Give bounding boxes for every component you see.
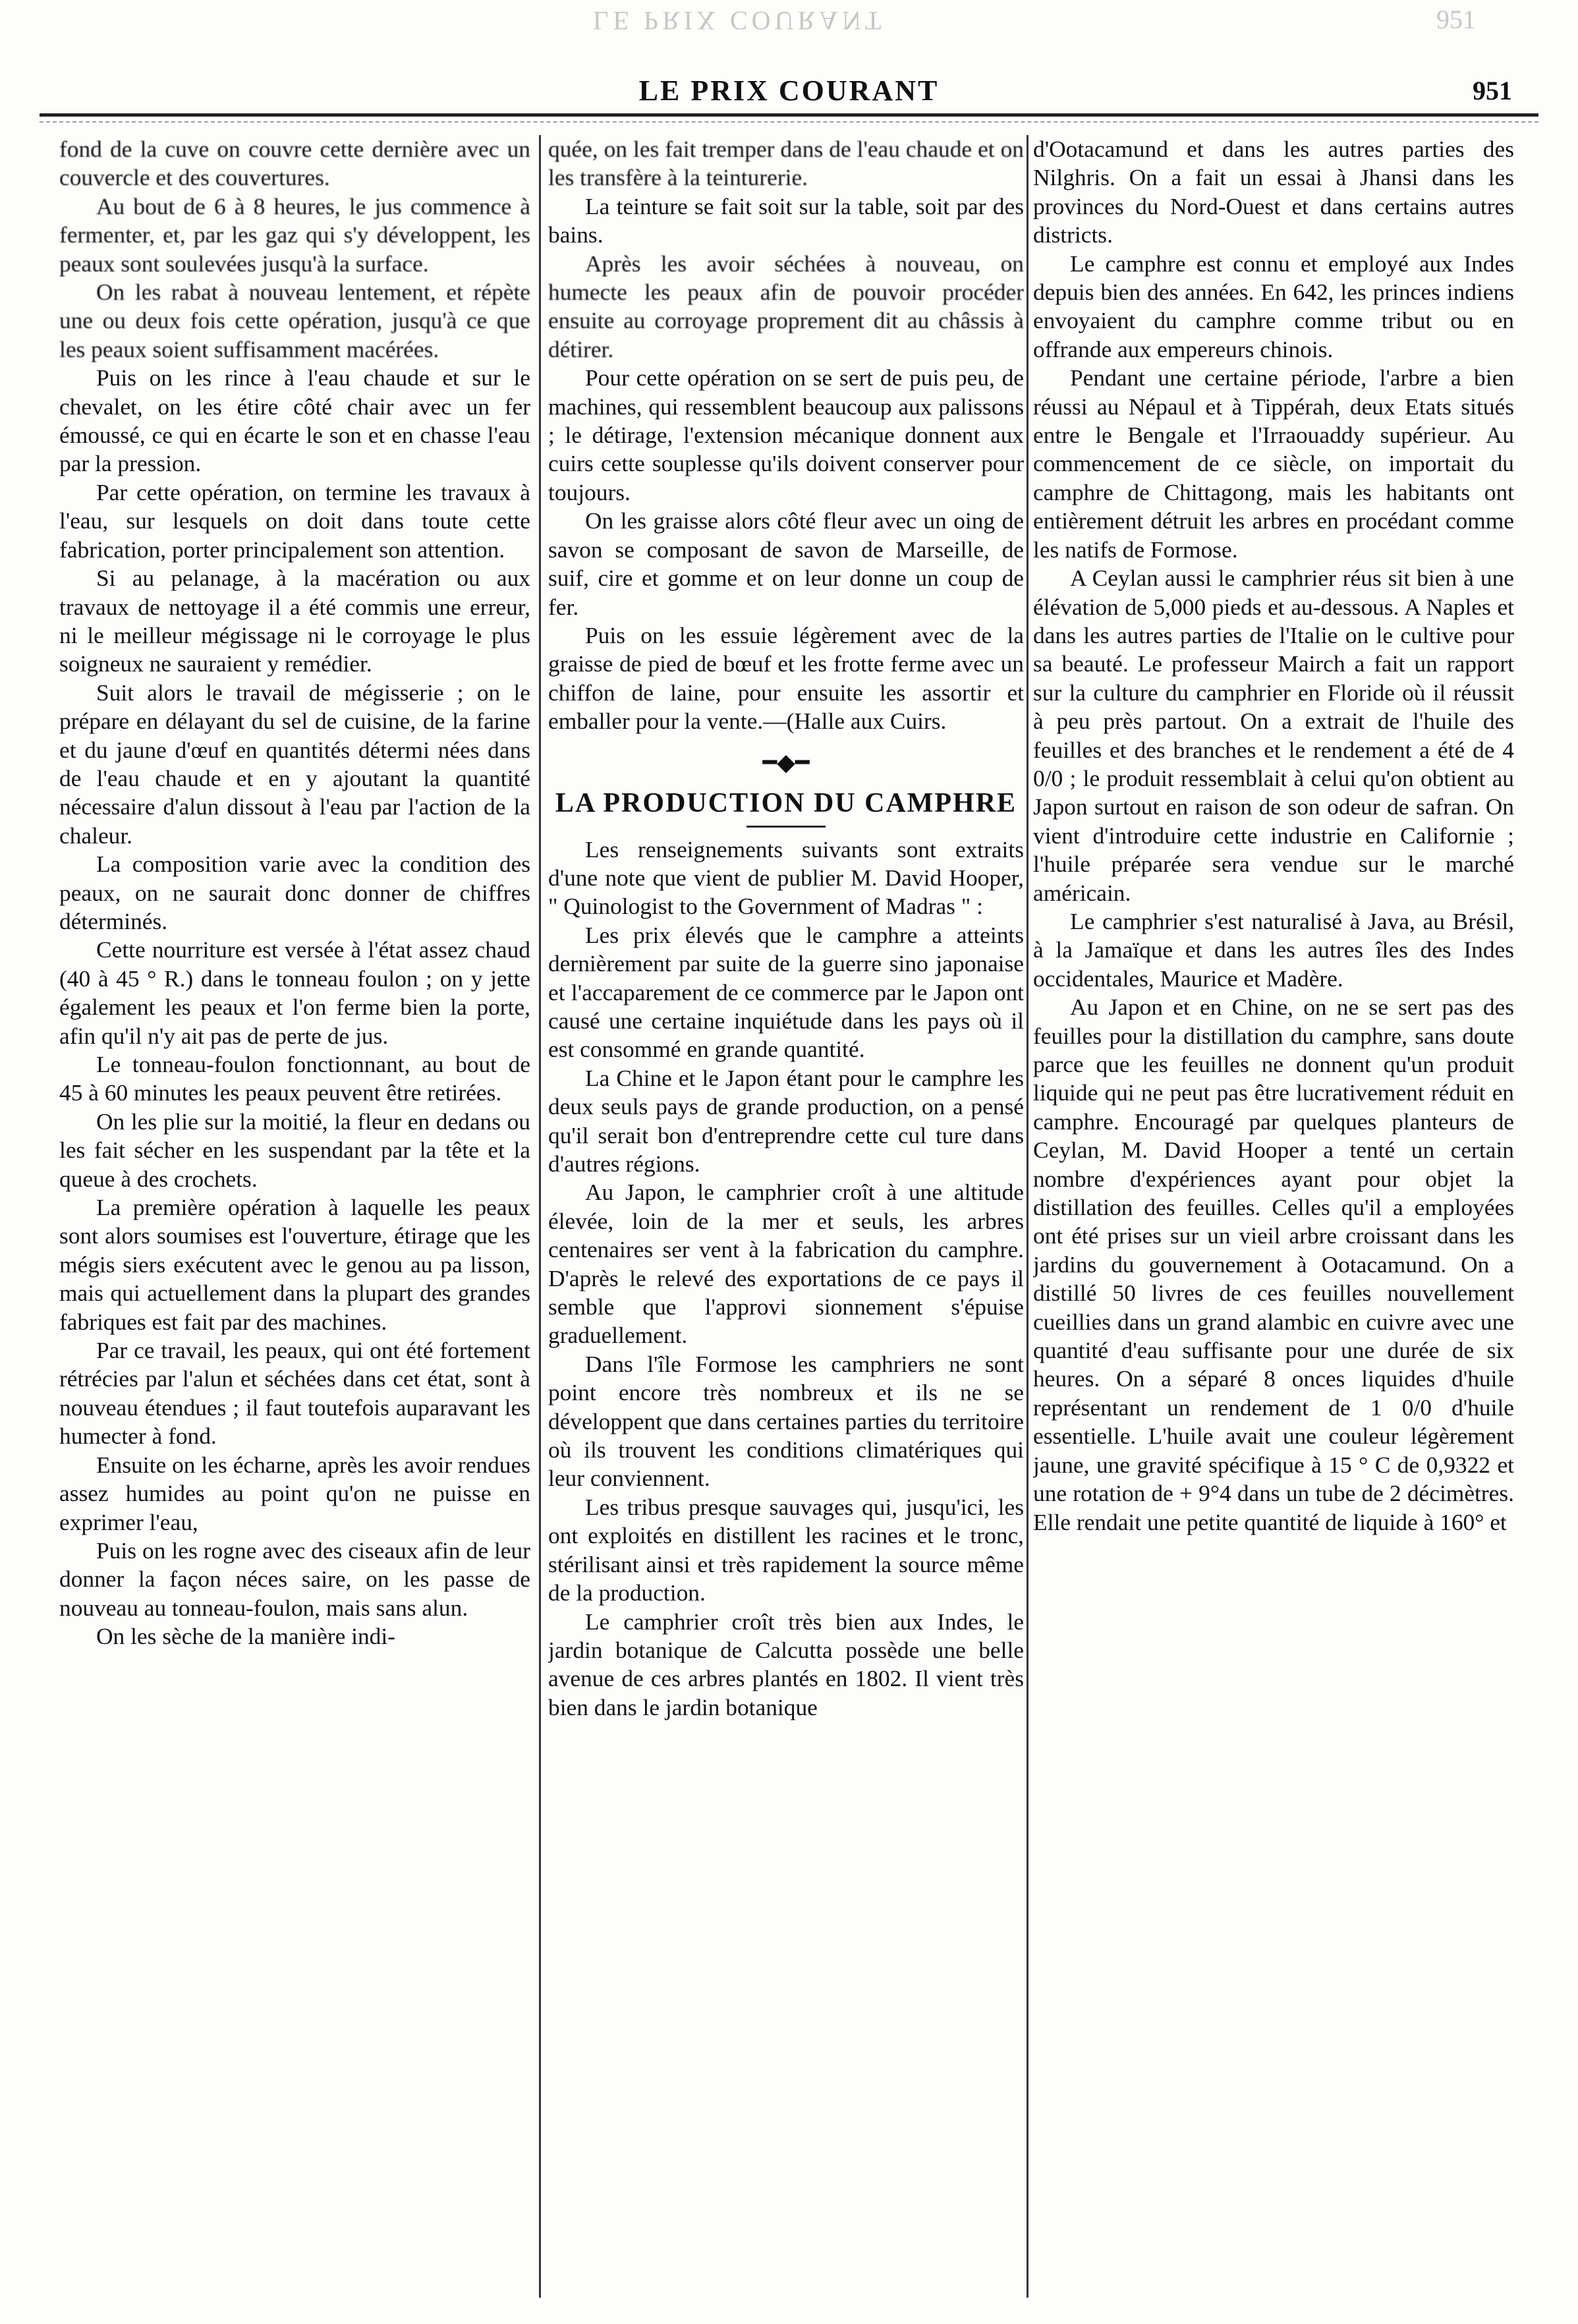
paragraph: d'Ootacamund et dans les autres parties des Nilghris. On a fait un essai à Jhansi dans les provinces du Nord-Ouest et dans certains autres districts.	[1033, 136, 1514, 248]
paragraph: On les plie sur la moitié, la fleur en dedans ou les fait sécher en les suspendant par la tête et la queue à des crochets.	[59, 1108, 530, 1192]
title-rule	[747, 826, 826, 828]
paragraph: Le camphre est connu et employé aux Indes depuis bien des années. En 642, les princes indiens envoyaient du camphre comme tribut ou en offrande aux empereurs chinois.	[1033, 250, 1514, 362]
paragraph: La teinture se fait soit sur la table, soit par des bains.	[548, 192, 1024, 248]
paragraph: Pendant une certaine période, l'arbre a bien réussi au Népaul et à Tippérah, deux Etats situés entre le Bengale et l'Irraouaddy supérieur. Au commencement de ce siècle, on importait du camphre de Chittagong, mais les habitants ont entièrement détruit les arbres en procédant comme les natifs de Formose.	[1033, 364, 1514, 563]
paragraph: Les tribus presque sauvages qui, jusqu'ici, les ont exploités en distillent les racines et le tronc, stérilisant ainsi et très rapidement la source même de la production.	[548, 1493, 1024, 1606]
paragraph: Ensuite on les écharne, après les avoir rendues assez humides au point qu'on ne puisse en exprimer l'eau,	[59, 1451, 530, 1535]
paragraph: Les prix élevés que le camphre a atteints dernièrement par suite de la guerre sino japonaise et l'accaparement de ce commerce par le Japon ont causé une certaine inquiétude dans les pays où il est consommé en grande quantité.	[548, 921, 1024, 1063]
paragraph: Pour cette opération on se sert de puis peu, de machines, qui ressemblent beaucoup aux palissons ; le détirage, l'extension mécanique donnent aux cuirs cette souplesse qu'ils doivent conserver pour toujours.	[548, 364, 1024, 505]
paragraph: A Ceylan aussi le camphrier réus sit bien à une élévation de 5,000 pieds et au-dessous. A Naples et dans les autres parties de l'Italie on le cultive pour sa beauté. Le professeur Mairch a fait un rapport sur la culture du camphrier en Floride où il réussit à peu près partout. On a extrait de l'huile des feuilles et des branches et le rendement a été de 4 0/0 ; le produit ressemblait à celui qu'on obtient au Japon surtout en raison de son odeur de safran. On vient d'introduire cette industrie en Californie ; l'huile préparée sera vendue sur le marché américain.	[1033, 565, 1514, 906]
column-divider-1	[539, 135, 541, 2298]
column-divider-2	[1027, 135, 1029, 2298]
journal-title: LE PRIX COURANT	[638, 74, 940, 107]
paragraph: Puis on les rogne avec des ciseaux afin de leur donner la façon néces saire, on les passe de nouveau au tonneau-foulon, mais sans alun.	[59, 1537, 530, 1621]
column-middle	[548, 135, 1024, 2298]
paragraph: quée, on les fait tremper dans de l'eau chaude et on les transfère à la teinturerie.	[548, 136, 1024, 191]
section-separator: ━◆━	[762, 749, 810, 776]
column-left	[59, 135, 530, 2298]
paragraph: Le tonneau-foulon fonctionnant, au bout de 45 à 60 minutes les peaux peuvent être retirées.	[59, 1051, 530, 1106]
column-right	[1033, 135, 1514, 2298]
paragraph: Au Japon et en Chine, on ne se sert pas des feuilles pour la distillation du camphre, sans doute parce que les feuilles ne donnent qu'un produit liquide qui ne peut pas être lucrativement réduit en camphre. Encouragé par quelques planteurs de Ceylan, M. David Hooper a tenté un certain nombre d'expériences ayant pour objet la distillation des feuilles. Celles qu'il a employées ont été prises sur un vieil arbre croissant dans les jardins du gouvernement à Ootacamund. On a distillé 50 livres de ces feuilles nouvellement cueillies dans un grand alambic en cuivre avec une quantité d'eau suffisante pour une durée de six heures. On a séparé 8 onces liquides d'huile représentant un rendement de 1 0/0 d'huile essentielle. L'huile avait une couleur légèrement jaune, une gravité spécifique à 15 ° C de 0,9322 et une rotation de + 9°4 dans un tube de 2 décimètres. Elle rendait une petite quantité de liquide à 160° et	[1033, 994, 1514, 1535]
paragraph: Par cette opération, on termine les travaux à l'eau, sur lesquels on doit dans toute cette fabrication, porter principalement son attention.	[59, 478, 530, 563]
paragraph: Dans l'île Formose les camphriers ne sont point encore très nombreux et ils ne se développent que dans certaines parties du territoire où ils trouvent les conditions climatériques qui leur conviennent.	[548, 1350, 1024, 1492]
header-rule	[40, 113, 1538, 117]
page-number: 951	[1473, 76, 1512, 105]
paragraph: On les sèche de la manière indi-	[96, 1623, 395, 1650]
paragraph: fond de la cuve on couvre cette dernière avec un couvercle et des couvertures.	[59, 136, 530, 191]
paragraph: Puis on les rince à l'eau chaude et sur le chevalet, on les étire côté chair avec un fer émoussé, ce qui en écarte le son et en chasse l'eau par la pression.	[59, 364, 530, 477]
header-rule-faint	[40, 121, 1538, 123]
paragraph: La première opération à laquelle les peaux sont alors soumises est l'ouverture, étirage que les mégis siers exécutent avec le genou au pa lisson, mais qui actuellement dans la plupart des grandes fabriques est fait par des machines.	[59, 1194, 530, 1335]
paragraph: Au bout de 6 à 8 heures, le jus commence à fermenter, et, par les gaz qui s'y développent, les peaux sont soulevées jusqu'à la surface.	[59, 192, 530, 277]
paragraph: Au Japon, le camphrier croît à une altitude élevée, loin de la mer et seuls, les arbres centenaires ser vent à la fabrication du camphre. D'après le relevé des exportations de ce pays il semble que l'approvi sionnement s'épuise graduellement.	[548, 1179, 1024, 1349]
paragraph: Puis on les essuie légèrement avec de la graisse de pied de bœuf et les frotte ferme avec un chiffon de laine, pour ensuite les assortir et emballer pour la vente.—(Halle aux Cuirs.	[548, 621, 1024, 735]
paragraph: Suit alors le travail de mégisserie ; on le prépare en délayant du sel de cuisine, de la farine et du jaune d'œuf en quantités détermi nées dans de l'eau chaude et en y ajoutant la quantité nécessaire d'alun dissout à l'eau par l'action de la chaleur.	[59, 679, 530, 849]
paragraph: On les graisse alors côté fleur avec un oing de savon se composant de savon de Marseille, de suif, cire et gomme et on leur donne un coup de fer.	[548, 507, 1024, 620]
paragraph: Si au pelanage, à la macération ou aux travaux de nettoyage il a été commis une erreur, ni le meilleur mégissage ni le corroyage le plus soigneux ne sauraient y remédier.	[59, 565, 530, 677]
bleed-through-title: LE PRIX COURANT	[593, 6, 886, 36]
paragraph: La Chine et le Japon étant pour le camphre les deux seuls pays de grande production, on a pensé qu'il serait bon d'entreprendre cette cul ture dans d'autres régions.	[548, 1064, 1024, 1177]
paragraph: Le camphrier croît très bien aux Indes, le jardin botanique de Calcutta possède une belle avenue de ces arbres plantés en 1802. Il vient très bien dans le jardin botanique	[548, 1608, 1024, 1720]
paragraph: La composition varie avec la condition des peaux, on ne saurait donc donner de chiffres déterminés.	[59, 851, 530, 934]
paragraph: Les renseignements suivants sont extraits d'une note que vient de publier M. David Hooper, " Quinologist to the Government of Madras " :	[548, 836, 1024, 920]
bleed-through-number: 951	[1436, 5, 1476, 34]
paragraph: Le camphrier s'est naturalisé à Java, au Brésil, à la Jamaïque et dans les autres îles des Indes occidentales, Maurice et Madère.	[1033, 907, 1514, 992]
paragraph: Cette nourriture est versée à l'état assez chaud (40 à 45 ° R.) dans le tonneau foulon ; on y jette également les peaux et l'on ferme bien la porte, afin qu'il n'y ait pas de perte de jus.	[59, 936, 530, 1049]
section-title: LA PRODUCTION DU CAMPHRE	[555, 787, 1017, 818]
paragraph: Après les avoir séchées à nouveau, on humecte les peaux afin de pouvoir procéder ensuite au corroyage proprement dit au châssis à détirer.	[548, 250, 1024, 362]
paragraph: On les rabat à nouveau lentement, et répète une ou deux fois cette opération, jusqu'à ce que les peaux soient suffisamment macérées.	[59, 279, 530, 362]
paragraph: Par ce travail, les peaux, qui ont été fortement rétrécies par l'alun et séchées dans cet état, sont à nouveau étendues ; il faut toutefois auparavant les humecter à fond.	[59, 1337, 530, 1450]
